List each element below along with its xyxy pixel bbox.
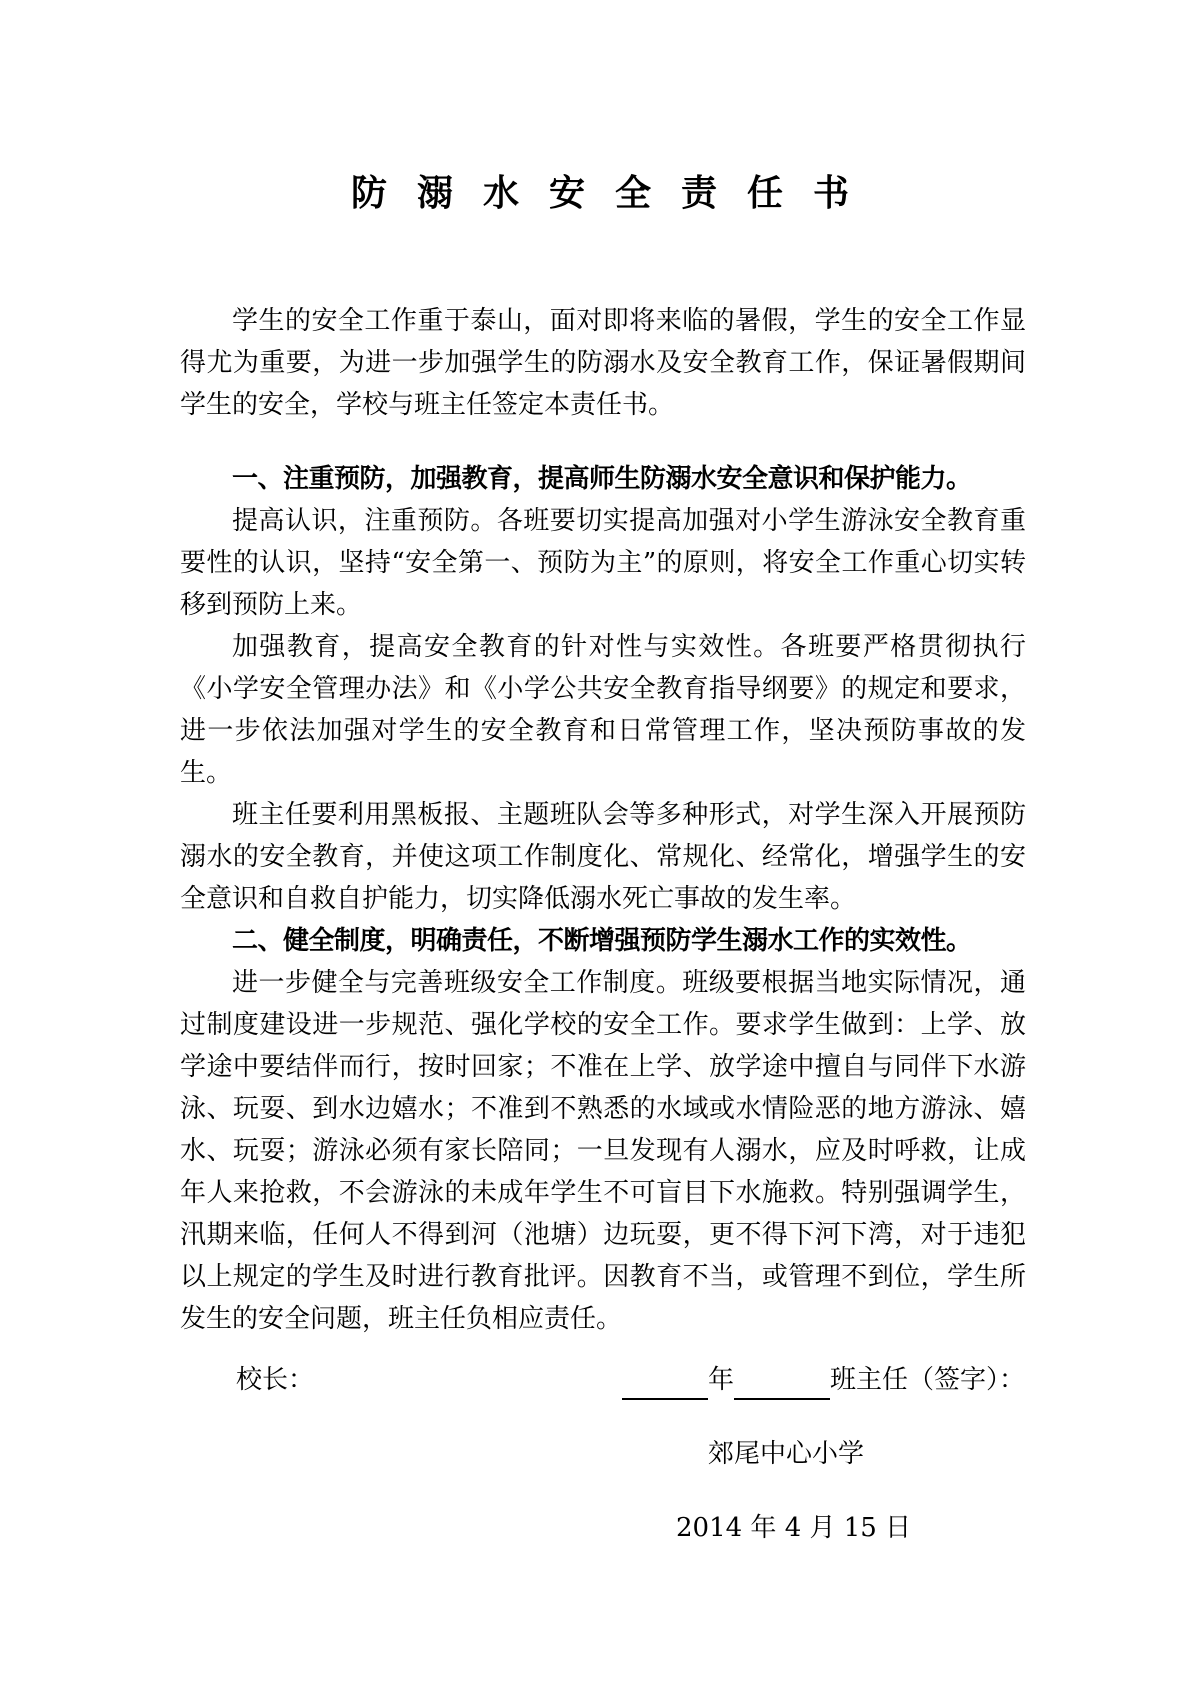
year-blank-line: [622, 1368, 708, 1400]
intro-paragraph: 学生的安全工作重于泰山，面对即将来临的暑假，学生的安全工作显得尤为重要，为进一步加强学生的防溺水及安全教育工作，保证暑假期间学生的安全，学校与班主任签定本责任书。: [180, 306, 1026, 420]
teacher-label: 班主任（签字）：: [830, 1365, 1026, 1395]
document-date: 2014 年 4 月 15 日: [676, 1513, 912, 1543]
year-label: 年: [708, 1365, 735, 1395]
school-name: 郊尾中心小学: [708, 1439, 865, 1469]
section-2-paragraph-1: 进一步健全与完善班级安全工作制度。班级要根据当地实际情况，通过制度建设进一步规范、强化学校的安全工作。要求学生做到：上学、放学途中要结伴而行，按时回家；不准在上学、放学途中擅自与同伴下水游泳、玩耍、到水边嬉水；不准到不熟悉的水域或水情险恶的地方游泳、嬉水、玩耍；游泳必须有家长陪同；一旦发现有人溺水，应及时呼救，让成年人来抢救，不会游泳的未成年学生不可盲目下水施救。特别强调学生，汛期来临，任何人不得到河（池塘）边玩耍，更不得下河下湾，对于违犯以上规定的学生及时进行教育批评。因教育不当，或管理不到位，学生所发生的安全问题，班主任负相应责任。: [180, 968, 1026, 1334]
section-1-paragraph-1: 提高认识，注重预防。各班要切实提高加强对小学生游泳安全教育重要性的认识，坚持“安全第一、预防为主”的原则，将安全工作重心切实转移到预防上来。: [180, 506, 1026, 620]
spacer: [180, 426, 1026, 458]
document-title: 防溺水安全责任书: [350, 173, 879, 214]
section-1-paragraph-3: 班主任要利用黑板报、主题班队会等多种形式，对学生深入开展预防溺水的安全教育，并使这项工作制度化、常规化、经常化，增强学生的安全意识和自救自护能力，切实降低溺水死亡事故的发生率。: [180, 800, 1026, 914]
section-1-heading: 一、注重预防，加强教育，提高师生防溺水安全意识和保护能力。: [232, 464, 972, 494]
teacher-signature-area: [622, 1360, 1025, 1400]
principal-label: 校长：: [236, 1365, 315, 1395]
class-blank-line: [734, 1368, 830, 1400]
document-body: [180, 300, 1026, 1340]
section-2-heading: 二、健全制度，明确责任，不断增强预防学生溺水工作的实效性。: [232, 926, 972, 956]
section-1-paragraph-2: 加强教育，提高安全教育的针对性与实效性。各班要严格贯彻执行《小学安全管理办法》和《小学公共安全教育指导纲要》的规定和要求，进一步依法加强对学生的安全教育和日常管理工作，坚决预防事故的发生。: [180, 632, 1026, 788]
